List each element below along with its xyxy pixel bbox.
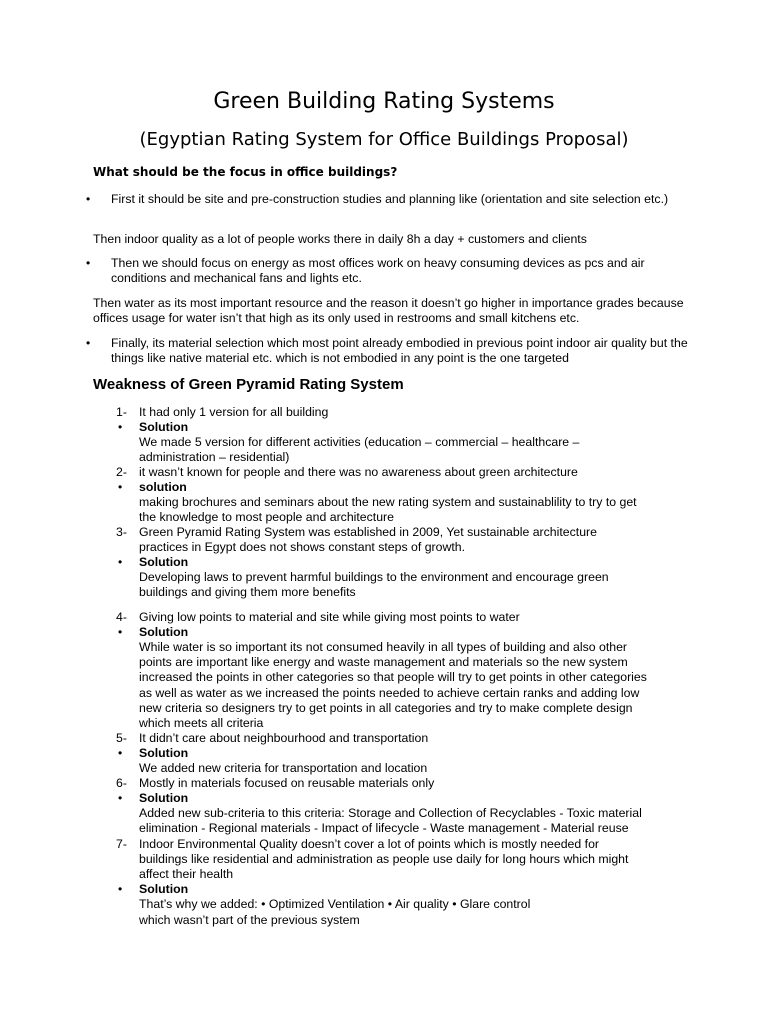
focus-paragraph-indoor: Then indoor quality as a lot of people works there in daily 8h a day + customers and clients (93, 232, 587, 246)
weakness-number: 3- (116, 525, 127, 539)
focus-bullet-site: First it should be site and pre-construction studies and planning like (orientation and site selection etc.) (111, 192, 669, 206)
weakness-text: It had only 1 version for all building (139, 405, 329, 419)
solution-text: buildings and giving them more benefits (139, 585, 356, 600)
bullet-marker: • (86, 336, 91, 350)
bullet-marker: • (118, 791, 123, 806)
solution-text: Added new sub-criteria to this criteria: Storage and Collection of Recyclables - Toxic material (139, 806, 642, 821)
solution-text: We added new criteria for transportation and location (139, 761, 428, 776)
solution-text: While water is so important its not consumed heavily in all types of building and also other (139, 640, 628, 655)
weakness-text: practices in Egypt does not shows constant steps of growth. (139, 540, 466, 555)
solution-text: administration – residential) (139, 450, 290, 465)
solution-text: Developing laws to prevent harmful buildings to the environment and encourage green (139, 570, 609, 585)
solution-label: Solution (139, 420, 189, 435)
weakness-text: affect their health (139, 867, 234, 882)
weakness-number: 7- (116, 837, 127, 851)
bullet-marker: • (118, 625, 123, 640)
solution-label: Solution (139, 625, 189, 640)
bullet-marker: • (118, 480, 123, 495)
weakness-number: 4- (116, 610, 127, 624)
weakness-text: it wasn’t known for people and there was no awareness about green architecture (139, 465, 578, 479)
solution-text: new criteria so designers try to get points in all categories and try to make complete design (139, 700, 633, 715)
solution-label: Solution (139, 791, 189, 806)
weakness-number: 1- (116, 405, 127, 419)
weakness-text: It didn’t care about neighbourhood and transportation (139, 731, 429, 745)
solution-text: the knowledge to most people and architecture (139, 510, 394, 525)
bullet-marker: • (118, 746, 123, 761)
weakness-number: 5- (116, 731, 127, 745)
weakness-text: Green Pyramid Rating System was established in 2009, Yet sustainable architecture (139, 525, 597, 539)
document-title: Green Building Rating Systems (213, 89, 555, 114)
solution-label: Solution (139, 555, 189, 570)
solution-text: making brochures and seminars about the new rating system and sustainablility to try to get (139, 495, 637, 510)
solution-text: We made 5 version for different activities (education – commercial – healthcare – (139, 435, 580, 450)
bullet-marker: • (86, 256, 91, 270)
document-subtitle: (Egyptian Rating System for Office Buildings Proposal) (139, 129, 629, 150)
weakness-text: buildings like residential and administration as people use daily for long hours which might (139, 852, 629, 867)
solution-text: That’s why we added: • Optimized Ventilation • Air quality • Glare control (139, 897, 531, 912)
bullet-marker: • (118, 882, 123, 897)
focus-question: What should be the focus in office buildings? (93, 165, 398, 179)
weakness-heading: Weakness of Green Pyramid Rating System (93, 376, 404, 393)
solution-label: solution (139, 480, 187, 495)
focus-bullet-material: Finally, its material selection which most point already embodied in previous point indoor air quality but the things like native material etc. which is not embodied in any point is the one targeted (111, 336, 688, 365)
solution-text: which meets all criteria (139, 715, 264, 730)
solution-label: Solution (139, 746, 189, 761)
solution-text: points are important like energy and waste management and materials so the new system (139, 655, 628, 670)
solution-text: which wasn’t part of the previous system (139, 912, 360, 927)
bullet-marker: • (86, 192, 91, 206)
bullet-marker: • (118, 555, 123, 570)
weakness-text: Indoor Environmental Quality doesn’t cover a lot of points which is mostly needed for (139, 837, 600, 851)
weakness-text: Giving low points to material and site while giving most points to water (139, 610, 520, 624)
weakness-text: Mostly in materials focused on reusable materials only (139, 776, 435, 790)
solution-text: as well as water as we increased the points needed to achieve certain ranks and adding low (139, 685, 640, 700)
weakness-number: 6- (116, 776, 127, 790)
solution-label: Solution (139, 882, 189, 897)
bullet-marker: • (118, 420, 123, 435)
weakness-number: 2- (116, 465, 127, 479)
solution-text: increased the points in other categories so that people will try to get points in other categories (139, 670, 647, 685)
focus-bullet-energy: Then we should focus on energy as most offices work on heavy consuming devices as pcs and air conditions and mechanical fans and lights etc. (111, 256, 645, 285)
focus-paragraph-water: Then water as its most important resource and the reason it doesn’t go higher in importance grades because offices usage for water isn’t that high as its only used in restrooms and small kitchens etc. (93, 296, 684, 325)
solution-text: elimination - Regional materials - Impact of lifecycle - Waste management - Material reuse (139, 821, 629, 836)
